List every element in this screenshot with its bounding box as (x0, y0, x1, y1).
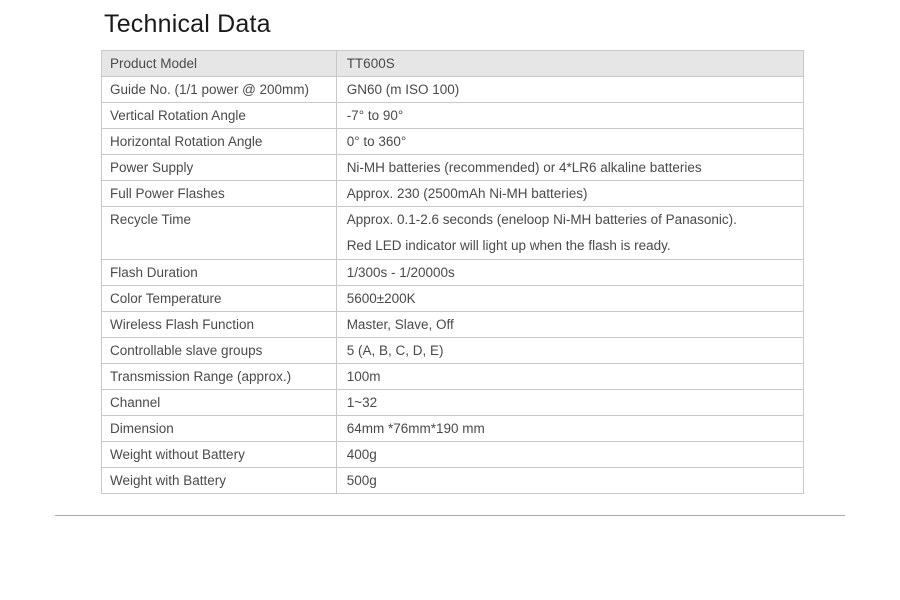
spec-value: 100m (336, 364, 803, 390)
table-row (102, 390, 804, 416)
spec-label: Flash Duration (102, 260, 337, 286)
spec-value: TT600S (336, 51, 803, 77)
spec-label: Vertical Rotation Angle (102, 103, 337, 129)
spec-value: 1/300s - 1/20000s (336, 260, 803, 286)
spec-label: Channel (102, 390, 337, 416)
table-row (102, 338, 804, 364)
spec-value (336, 207, 803, 260)
spec-label: Controllable slave groups (102, 338, 337, 364)
table-header-row (102, 51, 804, 77)
spec-label: Full Power Flashes (102, 181, 337, 207)
spec-label: Product Model (102, 51, 337, 77)
table-row (102, 442, 804, 468)
table-row (102, 312, 804, 338)
technical-data-table (101, 50, 804, 494)
spec-value-line-2: Red LED indicator will light up when the flash is ready. (346, 238, 671, 253)
table-row (102, 181, 804, 207)
spec-label: Power Supply (102, 155, 337, 181)
page-title: Technical Data (104, 10, 271, 38)
spec-label: Transmission Range (approx.) (102, 364, 337, 390)
table-row (102, 364, 804, 390)
spec-value: -7° to 90° (336, 103, 803, 129)
table-row (102, 468, 804, 494)
spec-value: 1~32 (336, 390, 803, 416)
spec-value: 400g (336, 442, 803, 468)
spec-value: 0° to 360° (336, 129, 803, 155)
table-row (102, 77, 804, 103)
spec-value: 500g (336, 468, 803, 494)
table-row (102, 103, 804, 129)
spec-label: Wireless Flash Function (102, 312, 337, 338)
horizontal-divider (55, 515, 845, 516)
table-row (102, 286, 804, 312)
spec-label: Dimension (102, 416, 337, 442)
spec-value: Approx. 230 (2500mAh Ni-MH batteries) (336, 181, 803, 207)
table-row (102, 207, 804, 260)
spec-label: Horizontal Rotation Angle (102, 129, 337, 155)
spec-label: Color Temperature (102, 286, 337, 312)
spec-label: Weight without Battery (102, 442, 337, 468)
spec-value-line-1: Approx. 0.1-2.6 seconds (eneloop Ni-MH batteries of Panasonic). (346, 212, 737, 227)
spec-value: Ni-MH batteries (recommended) or 4*LR6 alkaline batteries (336, 155, 803, 181)
spec-value: 5 (A, B, C, D, E) (336, 338, 803, 364)
table-row (102, 129, 804, 155)
spec-label: Recycle Time (102, 207, 337, 260)
spec-label: Weight with Battery (102, 468, 337, 494)
spec-value: Master, Slave, Off (336, 312, 803, 338)
spec-value: GN60 (m ISO 100) (336, 77, 803, 103)
table-row (102, 260, 804, 286)
spec-label: Guide No. (1/1 power @ 200mm) (102, 77, 337, 103)
table-row (102, 155, 804, 181)
spec-value: 5600±200K (336, 286, 803, 312)
table-row (102, 416, 804, 442)
spec-value: 64mm *76mm*190 mm (336, 416, 803, 442)
